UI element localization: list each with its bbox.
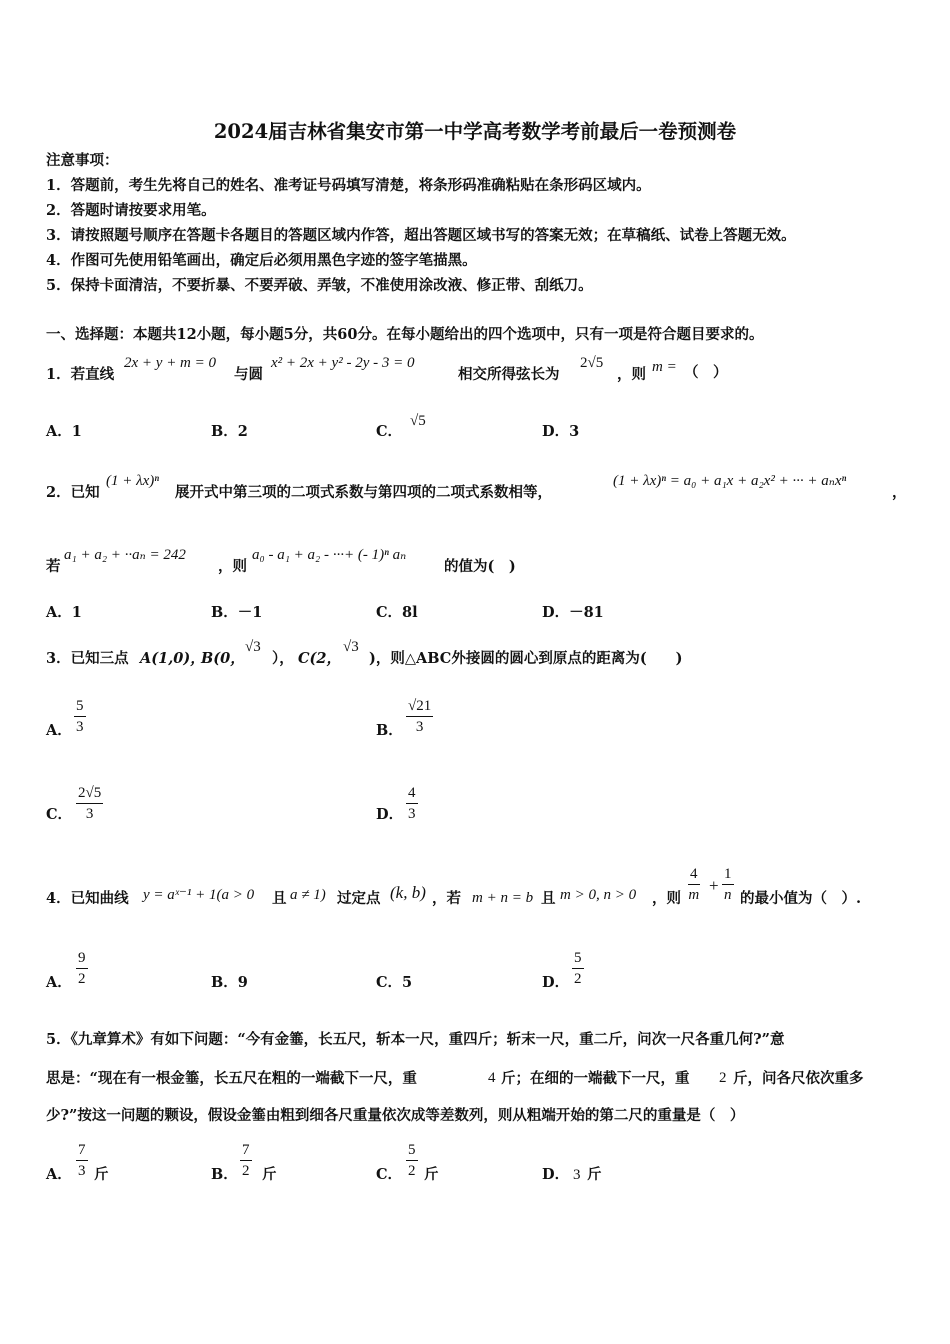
q2-expansion: (1 + λx)ⁿ = a₀ + a₁x + a₂x² + ··· + aₙxⁿ [613,473,847,489]
q2-text-a: 2．已知 [46,484,100,501]
q4-text-g: 的最小值为（ ）. [740,890,862,907]
q4-plus: + [709,876,719,895]
q1-chord-length: 2√5 [580,355,604,371]
q5-line-2b: 斤；在细的一端截下一尺，重 [501,1070,690,1087]
q1-option-a[interactable]: A．1 [46,423,82,440]
notice-item-3: 3．请按照题号顺序在答题卡各题目的答题区域内作答，超出答题区域书写的答案无效；在草稿纸、试卷上答题无效。 [46,227,796,244]
q5-weight-4: 4 [488,1070,496,1086]
q1-text-d: ，则 [617,366,646,383]
q2-text-c: 若 [46,558,61,575]
q3-option-d-fraction: $\frac{4}{3}$ [408,785,416,822]
q4-option-b[interactable]: B．9 [211,974,248,991]
q4-curve: y = aˣ⁻¹ + 1(a > 0 [143,887,255,903]
q5-weight-2: 2 [719,1070,727,1086]
q2-text-d: ，则 [218,558,247,575]
q2-option-d[interactable]: D．－81 [542,604,604,621]
q4-positivity: m > 0, n > 0 [560,887,637,903]
q2-option-c[interactable]: C．8l [376,604,418,621]
q4-fraction-1-n: $\frac{1}{n}$ [724,866,732,903]
q1-m: m = [652,359,677,375]
notice-heading: 注意事项： [46,152,119,169]
q1-text-e: （ ） [684,364,728,381]
q4-text-f: ，则 [652,890,681,907]
q5-option-a-fraction: $\frac{7}{3}$ [78,1142,86,1179]
q5-option-b-fraction: $\frac{7}{2}$ [242,1142,250,1179]
q5-option-b-unit: 斤 [262,1166,277,1183]
q2-option-b[interactable]: B．－1 [211,604,263,621]
q4-text-c: 过定点 [337,890,381,907]
q5-line-3: 少?”按这一问题的颗设，假设金箠由粗到细各尺重量依次成等差数列，则从粗端开始的第二尺的重量是（ ） [46,1107,745,1124]
q2-comma: ， [892,484,907,501]
q2-text-b: 展开式中第三项的二项式系数与第四项的二项式系数相等， [175,484,552,501]
q3-option-b[interactable]: B． [376,722,403,739]
q4-option-a-fraction: $\frac{9}{2}$ [78,950,86,987]
q5-option-c-unit: 斤 [424,1166,439,1183]
q5-option-a[interactable]: A． [46,1166,72,1183]
q4-text-e: 且 [541,890,556,907]
notice-item-1: 1．答题前，考生先将自己的姓名、准考证号码填写清楚，将条形码准确粘贴在条形码区域内。 [46,177,651,194]
notice-item-5: 5．保持卡面清洁，不要折暴、不要弄破、弄皱，不准使用涂改液、修正带、刮纸刀。 [46,277,593,294]
section-heading: 一、选择题：本题共12小题，每小题5分，共60分。在每小题给出的四个选项中，只有一项是符合题目要求的。 [46,326,764,343]
q3-text-p3: )，则△ABC外接圆的圆心到原点的距离为( ) [369,650,683,667]
q3-option-a[interactable]: A． [46,722,72,739]
q4-option-d-fraction: $\frac{5}{2}$ [574,950,582,987]
q3-option-d[interactable]: D． [376,806,404,823]
q1-option-c-value: √5 [410,413,426,429]
q5-option-c-fraction: $\frac{5}{2}$ [408,1142,416,1179]
q1-text-a: 1．若直线 [46,366,115,383]
q2-alternating-sum: a₀ - a₁ + a₂ - ···+ (- 1)ⁿ aₙ [252,547,407,563]
q1-text-c: 相交所得弦长为 [458,366,560,383]
q4-condition: a ≠ 1) [290,887,326,903]
q2-text-e: 的值为( ) [444,558,516,575]
q1-option-b[interactable]: B．2 [211,423,248,440]
q5-option-d-unit: 斤 [587,1166,602,1183]
notice-item-2: 2．答题时请按要求用笔。 [46,202,216,219]
q4-option-c[interactable]: C．5 [376,974,413,991]
q3-point-a: A(1,0)， [140,650,205,667]
q3-point-b: B(0， [201,650,245,667]
q4-text-b: 且 [272,890,287,907]
page-title: 2024届吉林省集安市第一中学高考数学考前最后一卷预测卷 [213,120,737,143]
q1-option-c[interactable]: C． [376,423,403,440]
q2-sum-condition: a₁ + a₂ + ··aₙ = 242 [64,547,186,563]
q4-option-a[interactable]: A． [46,974,72,991]
q4-text-d: ，若 [432,890,461,907]
notice-item-4: 4．作图可先使用铅笔画出，确定后必须用黑色字迹的签字笔描黑。 [46,252,477,269]
q4-option-d[interactable]: D． [542,974,570,991]
q3-option-c-fraction: $\frac{2√5}{3}$ [78,785,102,822]
q3-text-a: 3．已知三点 [46,650,129,667]
q3-point-c: C(2， [298,650,341,667]
q5-option-c[interactable]: C． [376,1166,403,1183]
q3-option-c[interactable]: C． [46,806,73,823]
q4-sum-expression: m + n = b [472,890,534,906]
q1-text-b: 与圆 [234,366,263,383]
q1-line-equation: 2x + y + m = 0 [124,355,217,371]
q3-sqrt3-c: √3 [343,639,359,655]
q3-option-b-fraction: $\frac{√21}{3}$ [408,698,432,735]
q3-text-p2: ）， [272,650,294,667]
q4-text-a: 4．已知曲线 [46,890,129,907]
q5-option-b[interactable]: B． [211,1166,238,1183]
q5-option-d[interactable]: D． [542,1166,570,1183]
q5-option-d-value: 3 [573,1167,581,1183]
q1-circle-equation: x² + 2x + y² - 2y - 3 = 0 [271,355,415,371]
q5-line-2c: 斤，问各尺依次重多 [733,1070,864,1087]
q2-binomial: (1 + λx)ⁿ [106,473,159,489]
q2-option-a[interactable]: A．1 [46,604,82,621]
q3-sqrt3-b: √3 [245,639,261,655]
q5-option-a-unit: 斤 [94,1166,109,1183]
q5-line-1: 5．《九章算术》有如下问题：“今有金箠，长五尺，斩本一尺，重四斤；斩末一尺，重二斤，问次一尺各重几何?”意 [46,1031,785,1048]
q4-fraction-4-m: $\frac{4}{m}$ [688,866,700,903]
q5-line-2a: 思是：“现在有一根金箠，长五尺在粗的一端截下一尺，重 [46,1070,417,1087]
q1-option-d[interactable]: D．3 [542,423,580,440]
q3-option-a-fraction: $\frac{5}{3}$ [76,698,84,735]
q4-fixed-point: (k, b) [390,883,426,902]
